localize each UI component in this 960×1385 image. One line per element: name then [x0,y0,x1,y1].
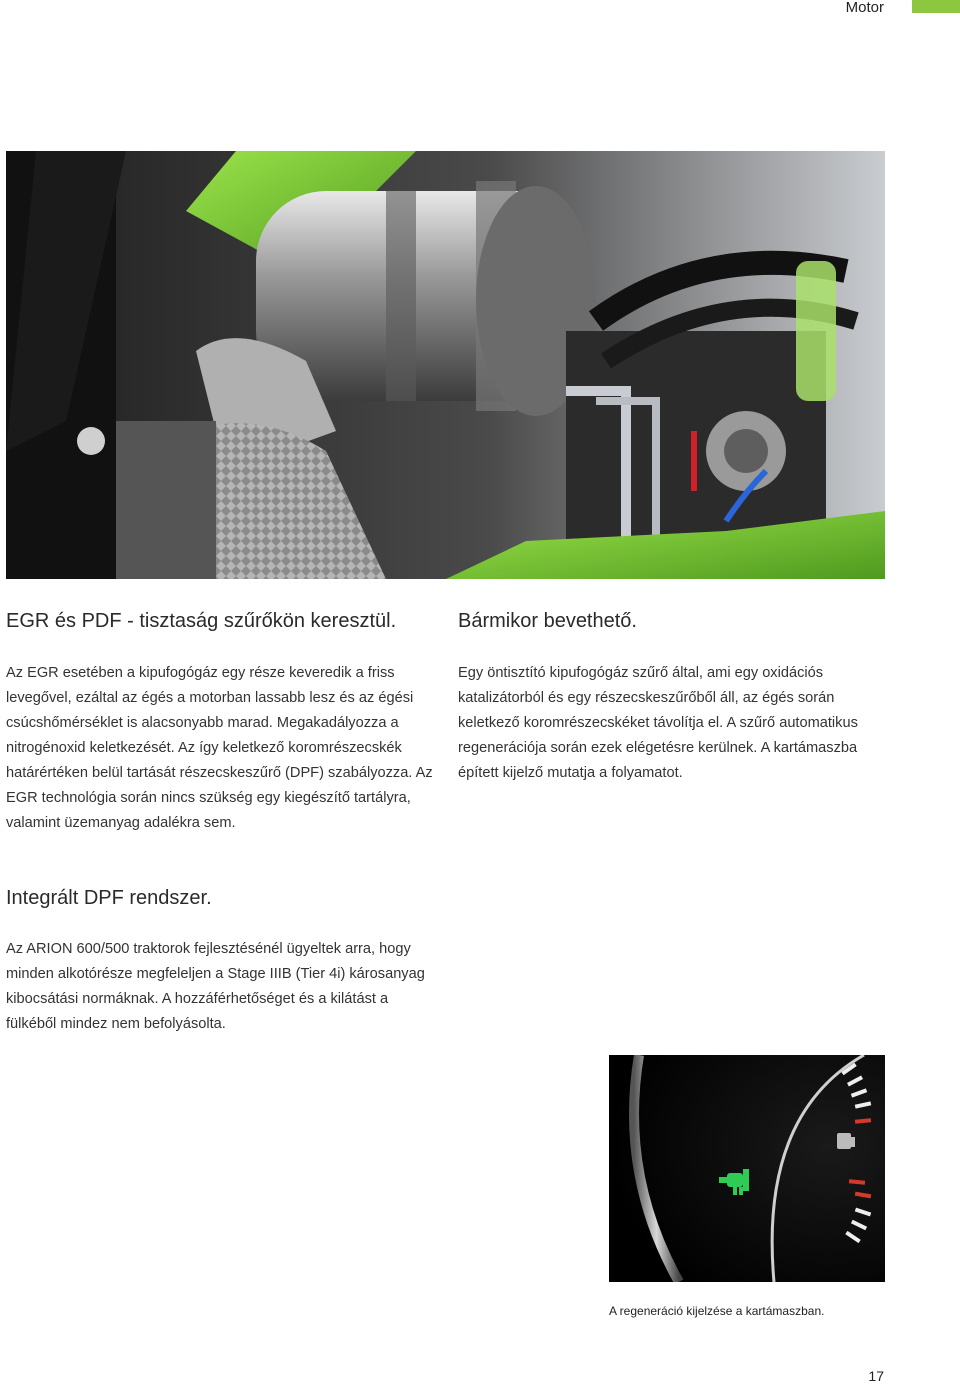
section-label: Motor [845,0,884,16]
engine-illustration [6,151,885,579]
paragraph-integrated-dpf: Az ARION 600/500 traktorok fejlesztésénél ügyeltek arra, hogy minden alkotórésze megfeleljen a Stage IIIB (Tier 4i) károsanyag kibocsátási normáknak. A hozzáférhetőséget és a kilátást a fülkéből mindez nem befolyásolta. [6,941,425,1032]
paragraph-always-ready: Egy öntisztító kipufogógáz szűrő által, ami egy oxidációs katalizátorból és egy részecskeszűrőből áll, az égés során keletkező koromrészecskéket távolítja el. A szűrő automatikus regenerációja során ezek elégetésre kerülnek. A kartámaszba épített kijelző mutatja a folyamatot. [458,665,858,781]
section-title-integrated-dpf: Integrált DPF rendszer. [6,887,212,909]
section-title-always-ready: Bármikor bevethető. [458,610,637,632]
engine-photo [6,151,885,579]
page-number: 17 [868,1368,884,1384]
dpf-regeneration-indicator-icon [609,1055,885,1282]
armrest-display-photo [609,1055,885,1282]
section-accent-bar [912,0,960,13]
section-title-egr-dpf: EGR és PDF - tisztaság szűrőkön keresztül. [6,610,397,632]
paragraph-egr-dpf: Az EGR esetében a kipufogógáz egy része keveredik a friss levegővel, ezáltal az égés a motorban lassabb lesz és az égési csúcshőmérséklet is alacsonyabb marad. Megakadályozza a nitrogénoxid keletkezését. Az így keletkező koromrészecskék határértéken belül tartását részecskeszűrő (DPF) szabályozza. Az EGR technológia során nincs szükség egy kiegészítő tartályra, valamint üzemanyag adalékra sem. [6,665,433,831]
dash-image-caption: A regeneráció kijelzése a kartámaszban. [609,1304,825,1318]
